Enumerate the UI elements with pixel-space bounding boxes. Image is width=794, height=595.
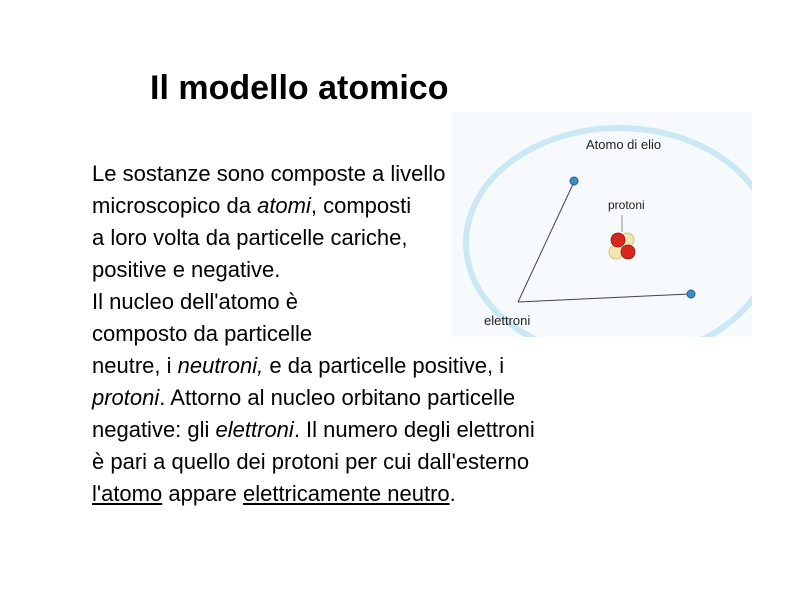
text-line	[92, 382, 672, 414]
text-line: è pari a quello dei protoni per cui dall'esterno	[92, 449, 530, 474]
text-run: . Attorno al nucleo orbitano particelle	[159, 385, 516, 410]
electron-icon	[687, 290, 695, 298]
text-run: negative: gli	[92, 417, 216, 442]
term-elettroni: elettroni	[215, 417, 294, 442]
term-protoni: protoni	[92, 385, 160, 410]
body-paragraph	[92, 158, 672, 510]
term-neutroni: neutroni,	[177, 353, 264, 378]
text-line	[92, 414, 672, 446]
text-run: . Il numero degli elettroni	[293, 417, 535, 442]
protons-label: protoni	[608, 198, 645, 212]
text-line	[92, 350, 672, 382]
text-run: appare	[162, 481, 243, 506]
text-run: e da particelle positive, i	[263, 353, 505, 378]
text-line	[92, 190, 672, 222]
link-elettricamente-neutro[interactable]: elettricamente neutro	[242, 481, 450, 506]
text-line: positive e negative.	[92, 257, 281, 282]
link-atomo[interactable]: l'atomo	[92, 481, 163, 506]
text-line: Le sostanze sono composte a livello	[92, 161, 446, 186]
term-atomi: atomi	[257, 193, 311, 218]
text-line: Il nucleo dell'atomo è	[92, 289, 298, 314]
text-line: a loro volta da particelle cariche,	[92, 225, 408, 250]
text-run: , composti	[310, 193, 412, 218]
text-run: microscopico da	[92, 193, 258, 218]
text-line	[92, 478, 672, 510]
text-run: .	[449, 481, 456, 506]
text-run: neutre, i	[92, 353, 178, 378]
text-line: composto da particelle	[92, 321, 313, 346]
electrons-label: elettroni	[484, 313, 531, 328]
figure-caption: Atomo di elio	[586, 137, 662, 152]
slide-title: Il modello atomico	[150, 69, 449, 107]
